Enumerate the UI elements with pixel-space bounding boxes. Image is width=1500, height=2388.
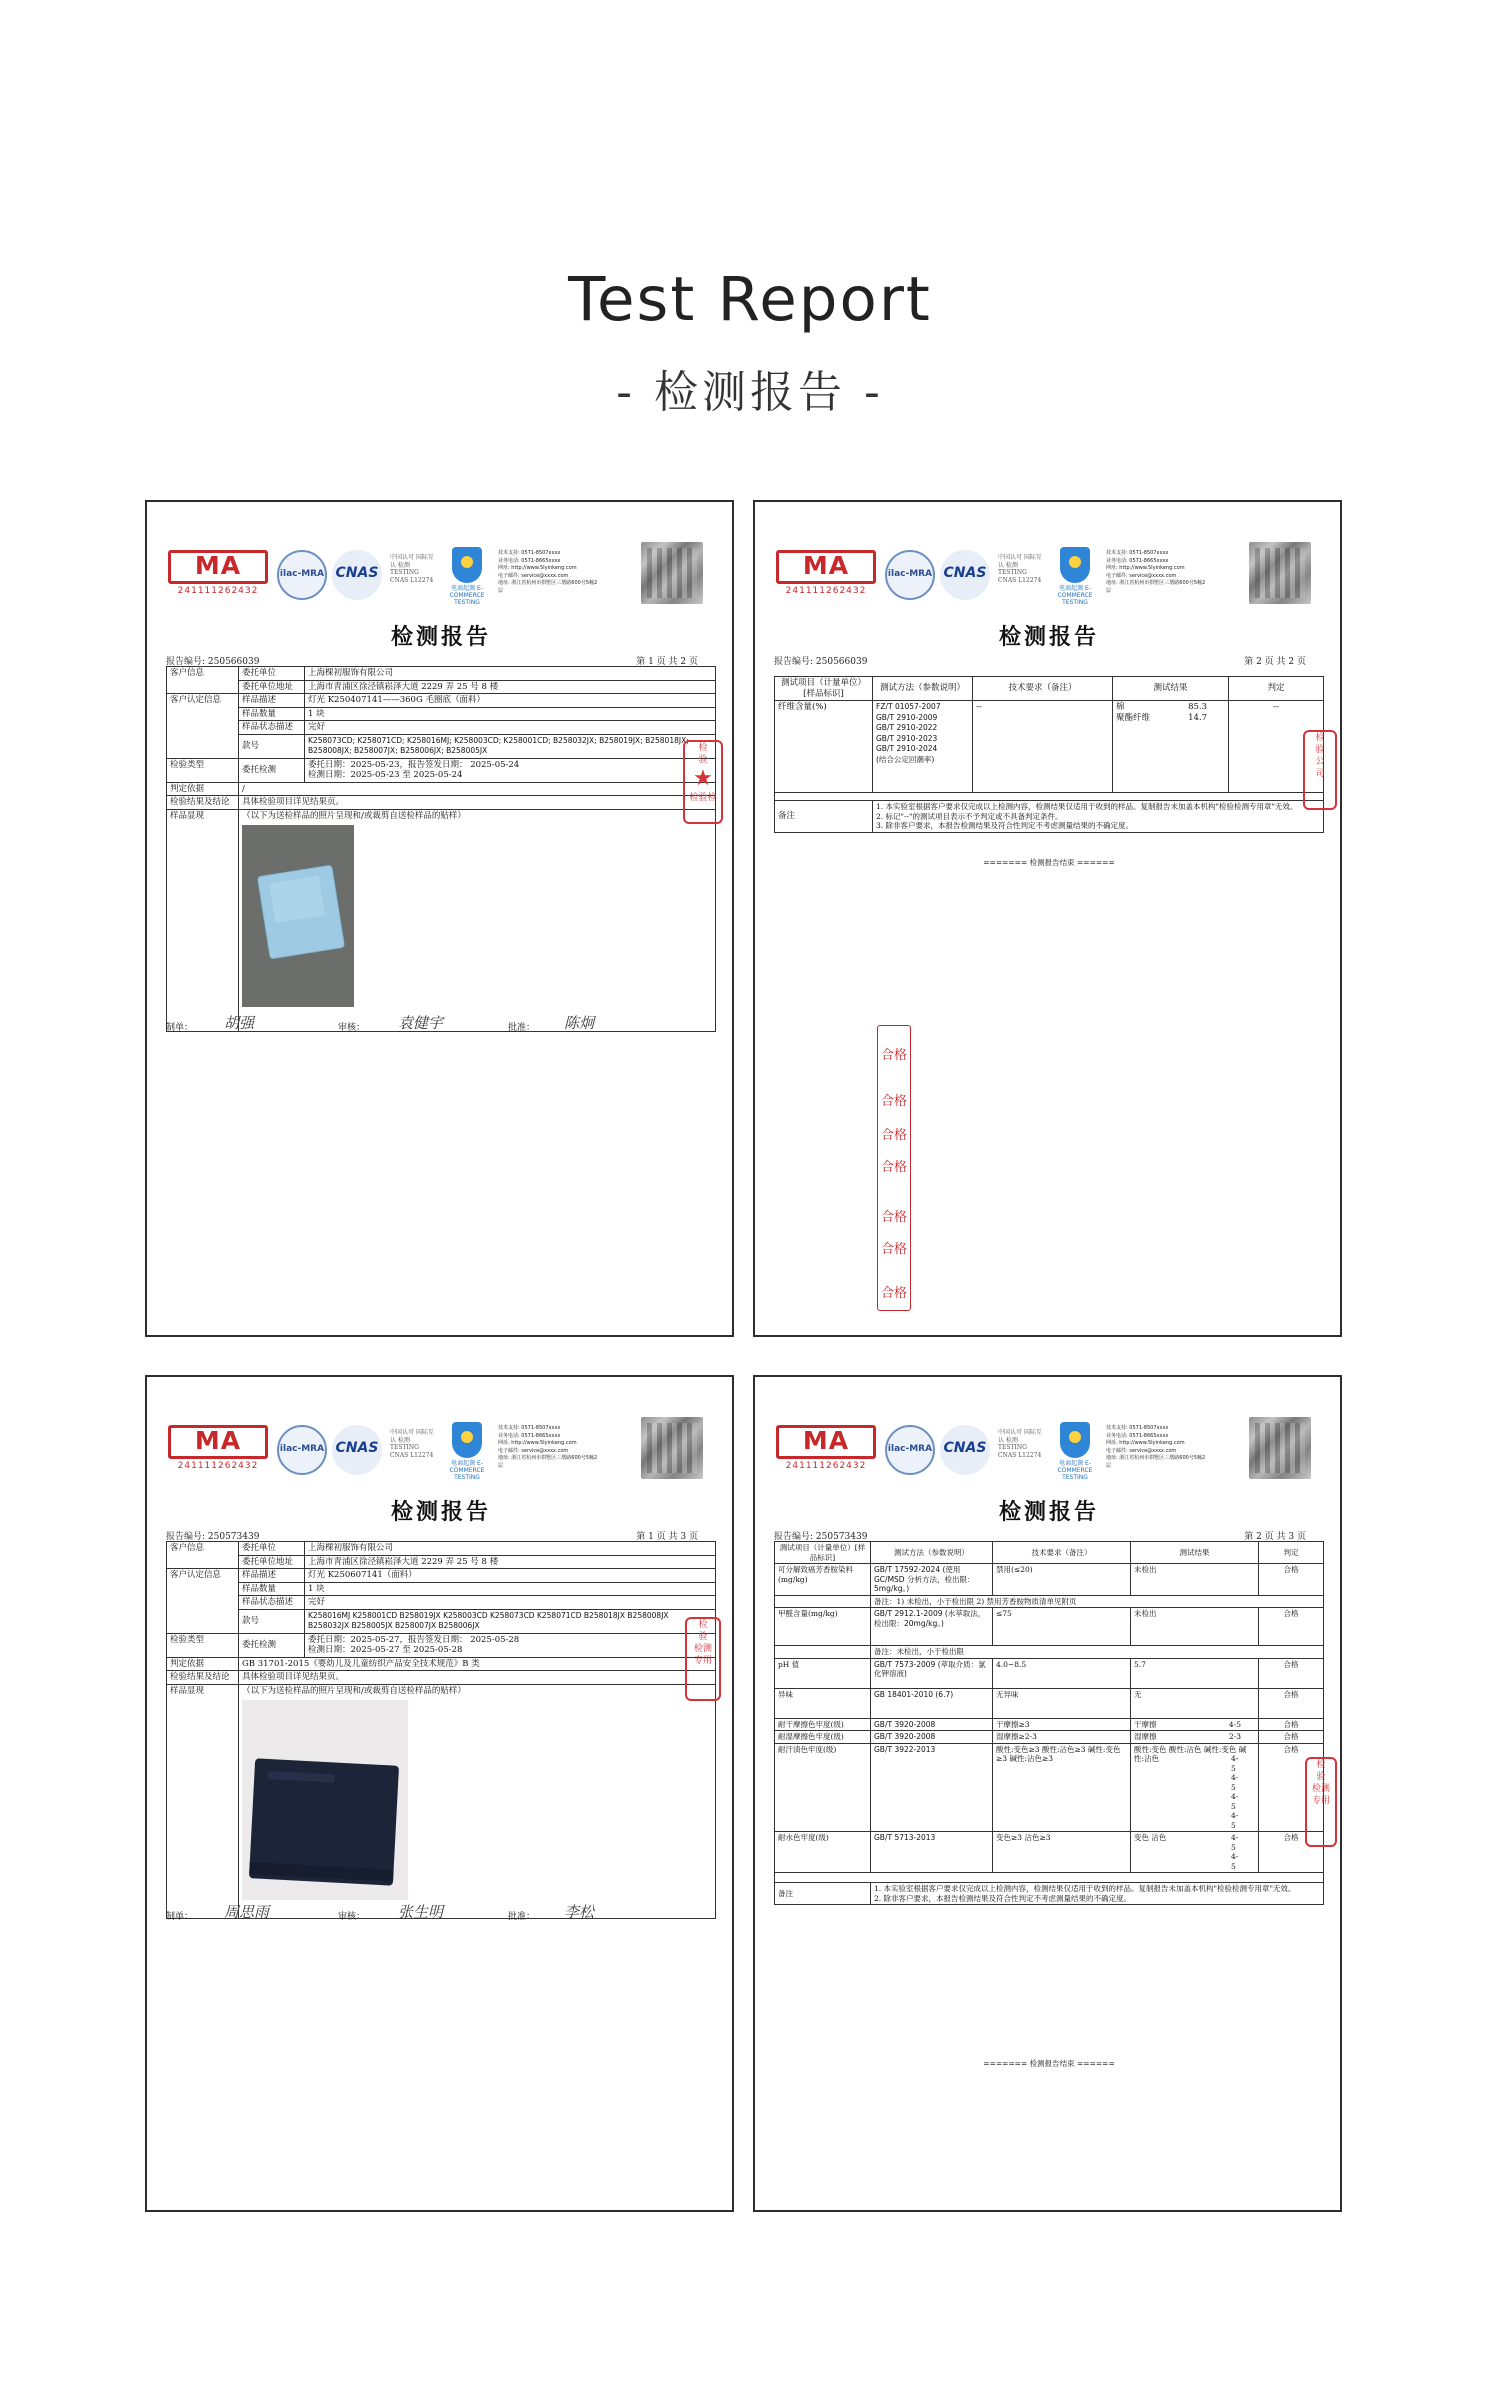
inspection-seal: 检 验 公 司 <box>1303 730 1337 810</box>
page-number: 第 2 页 共 3 页 <box>1244 1532 1306 1542</box>
results-table: 测试项目（计量单位）[样品标识] 测试方法（参数说明） 技术要求（备注） 测试结果 判定 可分解致癌芳香胺染料(mg/kg) GB/T 17592-2024 (使用 GC/MSD 分析方法，检出限：5mg/kg。) 禁用(≤20) 未检出 合格 备注：1) 未检出，小于检出限 2) 禁用芳香胺物质清单见附页 甲醛含量(mg/kg) GB/T 2912.1-2009 (水萃取法，检出限：20mg/kg。) ≤75 未检出 合格 备注：未检出，小于检出限 pH 值 GB/T 7573-2009 (萃取介质：氯化钾溶液) 4.0~8.5 5.7 合格 异味 GB 18401-2010 (6.7) 无异味 无 合格 耐干摩擦色牢度(级) GB/T 3920-2008 干摩擦≥3 干摩擦 4-5 合格 耐湿摩擦色牢度(级) GB/T 3920-2008 湿摩擦≥2-3 湿摩擦 2-3 合格 耐汗渍色牢度(级) GB/T 3922-2013 酸性:变色≥3 酸性:沾色≥3 碱性:变色≥3 碱性:沾色≥3 酸性:变色 酸性:沾色 碱性:变色 碱性:沾色 4-5 4-5 4-5 4-5 合格 耐水色牢度(级) GB/T 5713-2013 变色≥3 沾色≥3 变色 沾色 4-5 4-5 合格 备注 1. 本实验室根据客户要求仅完成以上检测内容，检测结果仅适用于收到的样品。复制报告未加盖本机构"检验检测专用章"无效。 2. 除非客户要求，本报告检测结果及符合性判定不考虑测量结果的不确定度。 <box>774 1541 1324 1905</box>
inspection-seal: 检 验 检测 专用 <box>1305 1757 1337 1847</box>
report-document-3 <box>166 1417 714 2095</box>
results-table: 测试项目（计量单位）[样品标识] 测试方法（参数说明） 技术要求（备注） 测试结果 判定 纤维含量(%) FZ/T 01057-2007 GB/T 2910-2009 GB/T 2910-2022 GB/T 2910-2023 GB/T 2910-2024 (结合公定回潮率) -- 棉 85.3 聚酯纤维 14.7 -- 备注 1. 本实验室根据客户要求仅完成以上检测内容，检测结果仅适用于收到的样品。复制报告未加盖本机构"检验检测专用章"无效。 2. 标记"--"的测试项目表示不予判定或不具备判定条件。 3. 除非客户要求，本报告检测结果及符合性判定不考虑测量结果的不确定度。 <box>774 676 1324 833</box>
pass-badge: 合格 <box>880 1160 907 1175</box>
report-number: 报告编号: 250573439 <box>166 1532 260 1542</box>
result-row: 耐水色牢度(级) GB/T 5713-2013 变色≥3 沾色≥3 变色 沾色 4-5 4-5 合格 <box>775 1832 1324 1873</box>
sample-photo <box>242 825 354 1007</box>
doc-title: 检测报告 <box>390 1499 491 1525</box>
accreditation-text: 中国认可 国际互认 检测 TESTING CNAS L12274 <box>998 554 1042 584</box>
report-document-4 <box>774 1417 1322 2095</box>
pass-badge: 合格 <box>880 1210 907 1225</box>
result-row: 耐干摩擦色牢度(级) GB/T 3920-2008 干摩擦≥3 干摩擦 4-5 合格 <box>775 1718 1324 1731</box>
logo-row <box>774 1417 1324 1479</box>
inspection-seal: 检 验 检测 专用 <box>685 1617 721 1701</box>
result-row: 异味 GB 18401-2010 (6.7) 无异味 无 合格 <box>775 1688 1324 1718</box>
maker-signature: 周思雨 <box>224 1903 270 1921</box>
page-subheading: - 检测报告 - <box>616 367 884 418</box>
doc-title: 检测报告 <box>390 624 491 650</box>
maker-signature: 胡强 <box>224 1014 255 1032</box>
accreditation-text: 中国认可 国际互认 检测 TESTING CNAS L12274 <box>998 1429 1042 1459</box>
page-heading: Test Report <box>568 264 932 335</box>
pass-badge: 合格 <box>880 1242 907 1257</box>
report-document-1 <box>166 542 714 1162</box>
accreditation-text: 中国认可 国际互认 检测 TESTING CNAS L12274 <box>390 554 434 584</box>
result-row: 耐汗渍色牢度(级) GB/T 3922-2013 酸性:变色≥3 酸性:沾色≥3 碱性:变色≥3 碱性:沾色≥3 酸性:变色 酸性:沾色 碱性:变色 碱性:沾色 4-5 4-5 4-5 4-5 合格 <box>775 1743 1324 1832</box>
report-card-4 <box>753 1375 1342 2212</box>
page-number: 第 2 页 共 2 页 <box>1244 657 1306 667</box>
cma-logo: MA 241111262432 <box>776 550 876 604</box>
cnas-logo: CNAS <box>332 550 382 600</box>
contact-info: 技术支持: 0571-8507xxxx 业务电话: 0571-8665xxxx 网址: http://www.5Iyinkeng.com 电子邮件: service@xxxx.com 地址: 浙江省杭州市拱墅区三墩路600号5幢2层 <box>1106 1425 1206 1469</box>
logo-row <box>166 1417 716 1479</box>
qr-code-icon <box>1249 542 1311 604</box>
cnas-logo: CNAS <box>940 1425 990 1475</box>
logo-row <box>166 542 716 604</box>
shield-icon: 电商起源 E-COMMERCE TESTING <box>1052 1422 1098 1476</box>
signature-row: 制单： 胡强 审核： 袁健宇 批准： 陈炯 <box>166 1014 595 1033</box>
shield-icon: 电商起源 E-COMMERCE TESTING <box>1052 547 1098 601</box>
cma-logo: MA 241111262432 <box>776 1425 876 1479</box>
logo-row <box>774 542 1324 604</box>
contact-info: 技术支持: 0571-8507xxxx 业务电话: 0571-8665xxxx 网址: http://www.5Iyinkeng.com 电子邮件: service@xxxx.com 地址: 浙江省杭州市拱墅区三墩路600号5幢2层 <box>498 550 598 594</box>
shield-icon: 电商起源 E-COMMERCE TESTING <box>444 547 490 601</box>
signature-row: 制单： 周思雨 审核： 张生明 批准： 李松 <box>166 1903 595 1922</box>
pass-badge: 合格 <box>880 1048 907 1063</box>
qr-code-icon <box>1249 1417 1311 1479</box>
ilac-mra-logo: ilac-MRA <box>885 1425 935 1475</box>
sample-photo <box>242 1700 408 1900</box>
report-card-3 <box>145 1375 734 2212</box>
cma-logo: MA 241111262432 <box>168 1425 268 1479</box>
report-number: 报告编号: 250566039 <box>166 657 260 667</box>
report-card-1 <box>145 500 734 1337</box>
report-document-2 <box>774 542 1322 1162</box>
pass-badge: 合格 <box>880 1094 907 1109</box>
report-card-2 <box>753 500 1342 1337</box>
shield-icon: 电商起源 E-COMMERCE TESTING <box>444 1422 490 1476</box>
result-row: 耐湿摩擦色牢度(级) GB/T 3920-2008 湿摩擦≥2-3 湿摩擦 2-3 合格 <box>775 1731 1324 1744</box>
accreditation-text: 中国认可 国际互认 检测 TESTING CNAS L12274 <box>390 1429 434 1459</box>
end-marker: ======= 检测报告结束 ====== <box>983 2059 1115 2068</box>
qr-code-icon <box>641 1417 703 1479</box>
report-number: 报告编号: 250573439 <box>774 1532 868 1542</box>
page-number: 第 1 页 共 3 页 <box>636 1532 698 1542</box>
page-number: 第 1 页 共 2 页 <box>636 657 698 667</box>
cnas-logo: CNAS <box>940 550 990 600</box>
result-row: pH 值 GB/T 7573-2009 (萃取介质：氯化钾溶液) 4.0~8.5 5.7 合格 <box>775 1658 1324 1688</box>
end-marker: ======= 检测报告结束 ====== <box>983 858 1115 867</box>
contact-info: 技术支持: 0571-8507xxxx 业务电话: 0571-8665xxxx 网址: http://www.5Iyinkeng.com 电子邮件: service@xxxx.com 地址: 浙江省杭州市拱墅区三墩路600号5幢2层 <box>498 1425 598 1469</box>
pass-badge: 合格 <box>880 1128 907 1143</box>
ilac-mra-logo: ilac-MRA <box>277 1425 327 1475</box>
contact-info: 技术支持: 0571-8507xxxx 业务电话: 0571-8665xxxx 网址: http://www.5Iyinkeng.com 电子邮件: service@xxxx.com 地址: 浙江省杭州市拱墅区三墩路600号5幢2层 <box>1106 550 1206 594</box>
doc-title: 检测报告 <box>998 624 1099 650</box>
approver-signature: 陈炯 <box>564 1014 595 1032</box>
doc-title: 检测报告 <box>998 1499 1099 1525</box>
approver-signature: 李松 <box>564 1903 595 1921</box>
info-table: 客户信息 委托单位 上海棵初服饰有限公司 委托单位地址 上海市青浦区徐泾镇崧泽大道 2229 弄 25 号 8 楼 客户认定信息 样品描述 灯光 K250407141——360G 毛圈底（面料） 样品数量 1 块 样品状态描述 完好 款号 K258073CD; K258071CD; K258016MJ; K258003CD; K258001CD; B258032JX; B258019JX; B258018JX; B258008JX; B258007JX; B258006JX; B258005JX 检验类型 委托检测 委托日期：2025-05-23，报告签发日期： 2025-05-24 检测日期：2025-05-23 至 2025-05-24 判定依据 / 检验结果及结论 具体检验项目详见结果页。 样品显现 （以下为送检样品的照片呈现和/或裁剪自送检样品的贴样） <box>166 666 716 1032</box>
reviewer-signature: 张生明 <box>398 1903 444 1921</box>
info-table: 客户信息 委托单位 上海棵初服饰有限公司 委托单位地址 上海市青浦区徐泾镇崧泽大道 2229 弄 25 号 8 楼 客户认定信息 样品描述 灯光 K250607141（面料） 样品数量 1 块 样品状态描述 完好 款号 K258016MJ K258001CD B258019JX K258003CD K258073CD K258071CD B258018JX B258008JX B258032JX B258005JX B258007JX B258006JX 检验类型 委托检测 委托日期：2025-05-27，报告签发日期： 2025-05-28 检测日期：2025-05-27 至 2025-05-28 判定依据 GB 31701-2015《婴幼儿及儿童纺织产品安全技术规范》B 类 检验结果及结论 具体检验项目详见结果页。 样品显现 （以下为送检样品的照片呈现和/或裁剪自送检样品的贴样） <box>166 1541 716 1919</box>
result-row: 可分解致癌芳香胺染料(mg/kg) GB/T 17592-2024 (使用 GC/MSD 分析方法，检出限：5mg/kg。) 禁用(≤20) 未检出 合格 <box>775 1564 1324 1596</box>
ilac-mra-logo: ilac-MRA <box>277 550 327 600</box>
ilac-mra-logo: ilac-MRA <box>885 550 935 600</box>
inspection-seal: 检 验 ★ 检验检 <box>683 740 723 824</box>
report-number: 报告编号: 250566039 <box>774 657 868 667</box>
pass-badge: 合格 <box>880 1286 907 1301</box>
qr-code-icon <box>641 542 703 604</box>
reviewer-signature: 袁健宇 <box>398 1014 444 1032</box>
cma-logo: MA 241111262432 <box>168 550 268 604</box>
cnas-logo: CNAS <box>332 1425 382 1475</box>
result-row: 甲醛含量(mg/kg) GB/T 2912.1-2009 (水萃取法，检出限：20mg/kg。) ≤75 未检出 合格 <box>775 1608 1324 1646</box>
